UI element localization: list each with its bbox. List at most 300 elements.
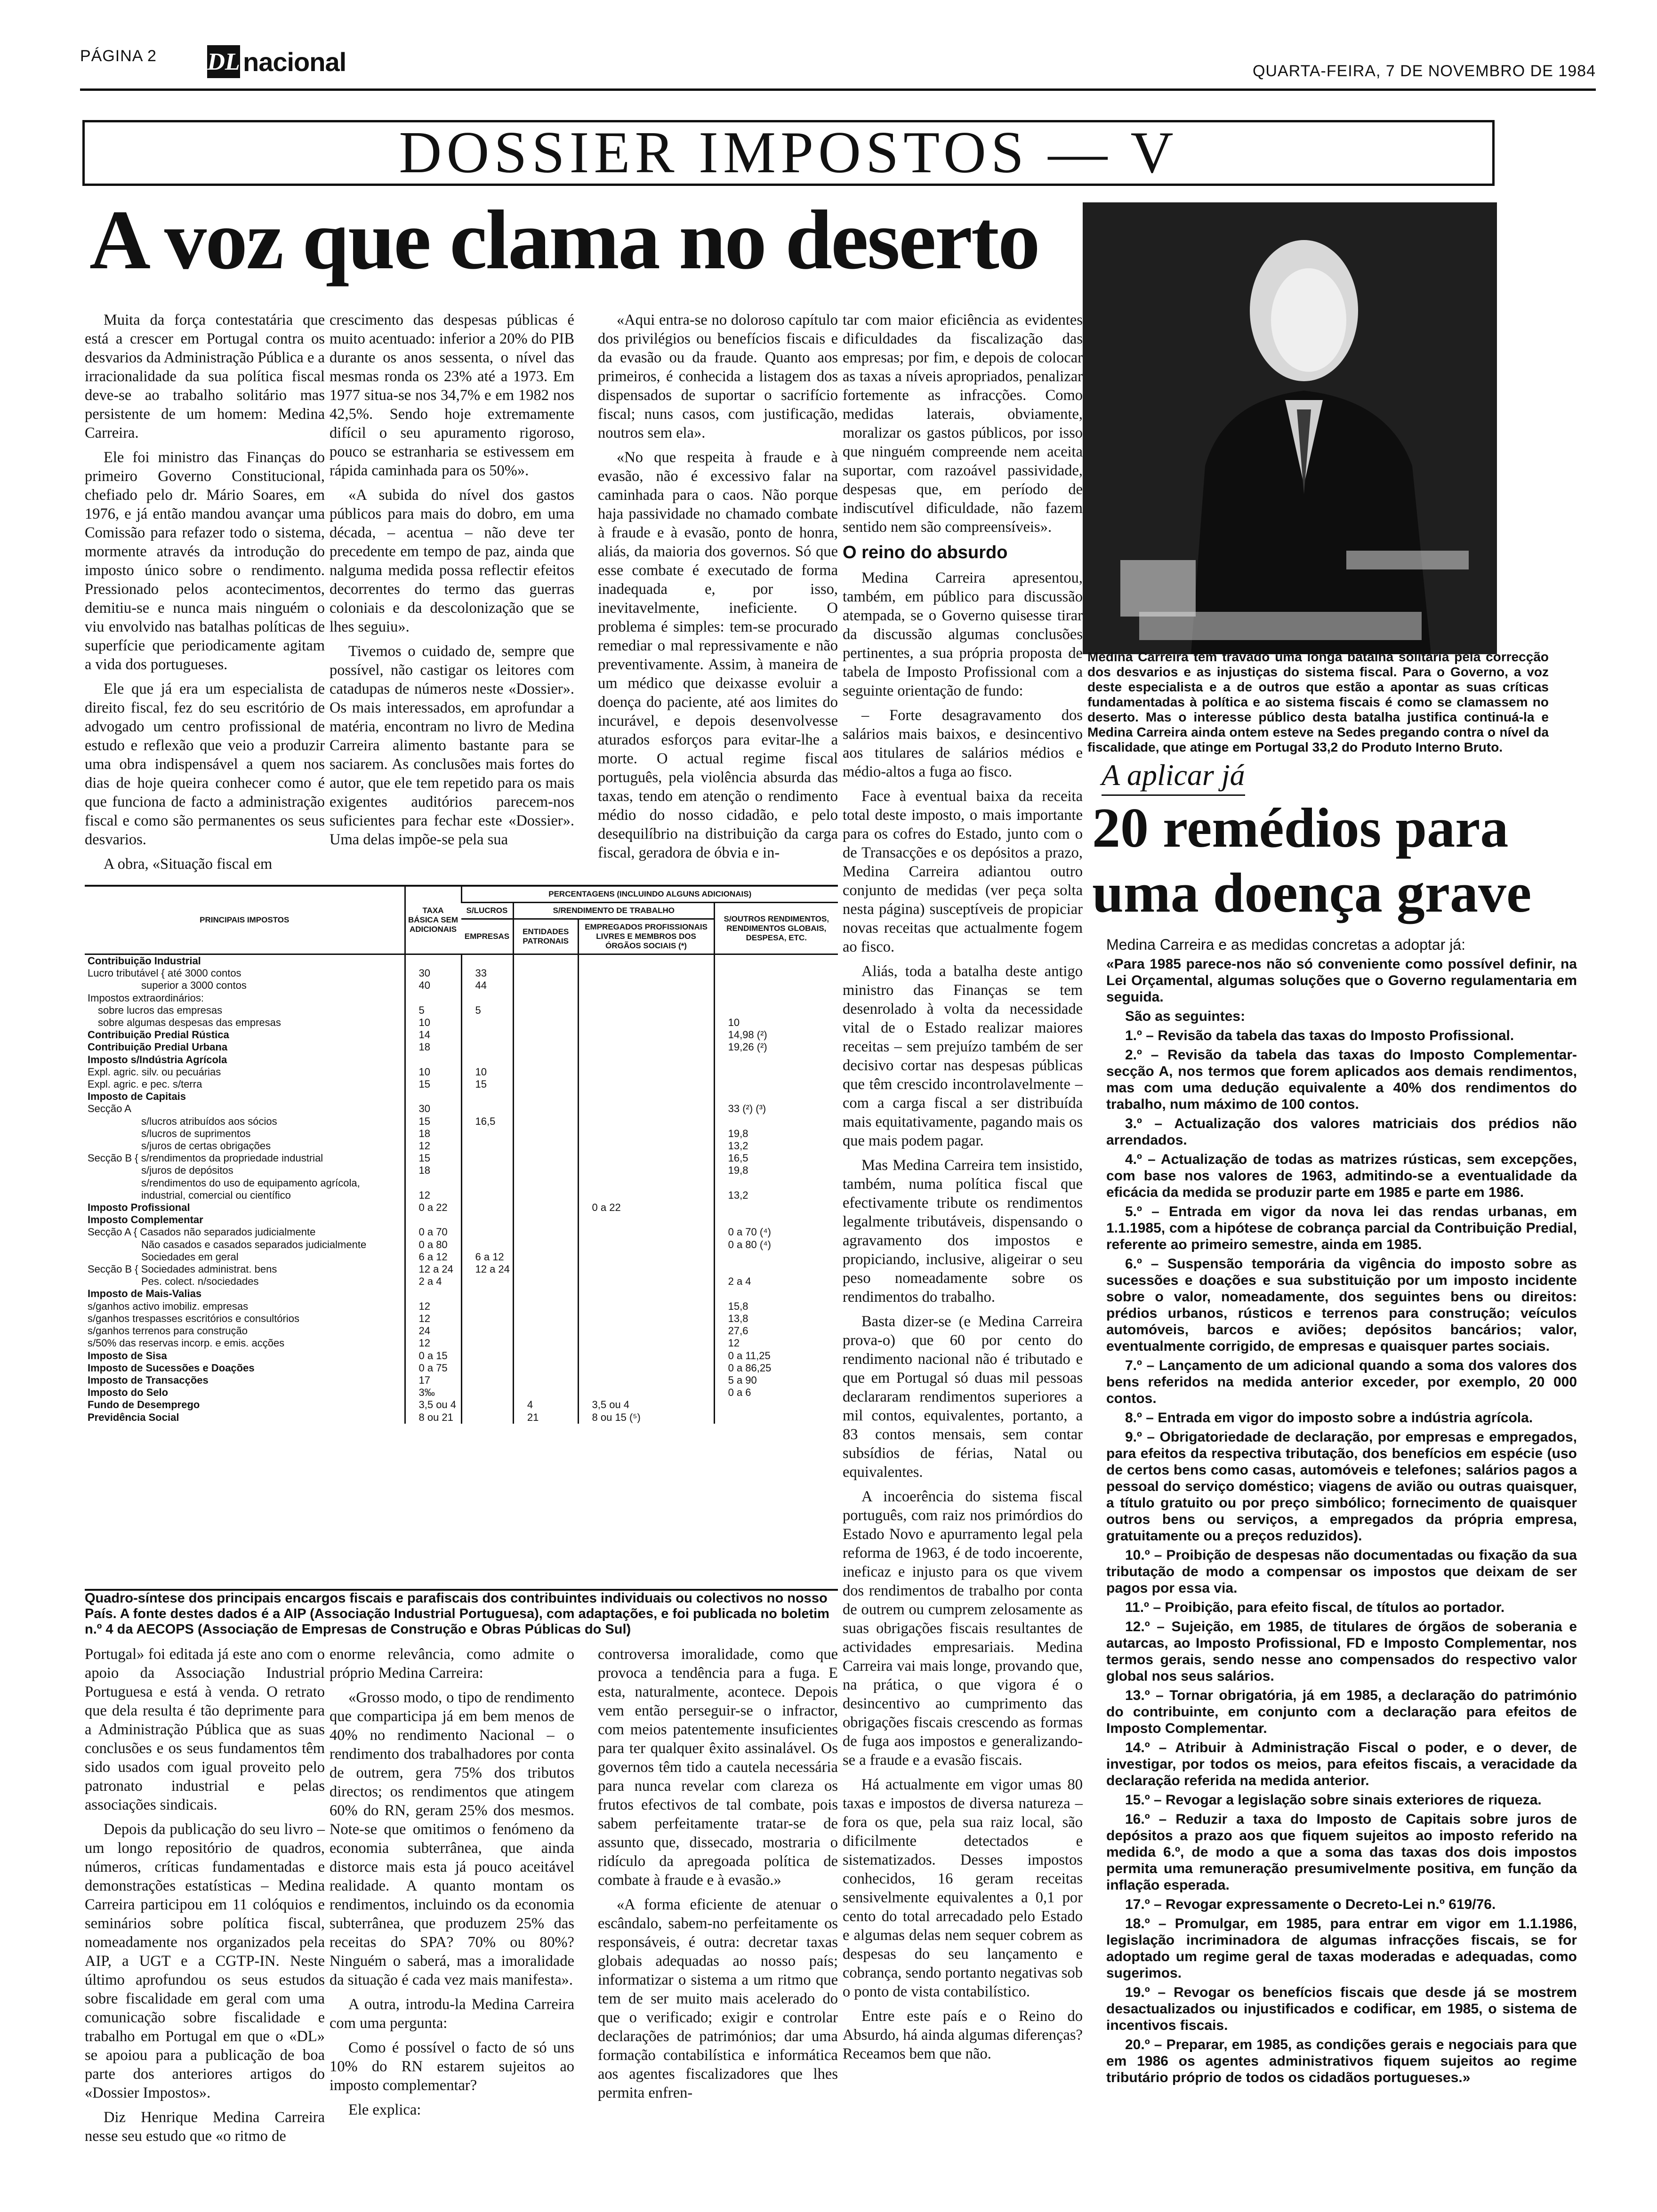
remedy-item: 1.º – Revisão da tabela das taxas do Imposto Profissional.: [1125, 1028, 1514, 1043]
table-cell-empr: [578, 1275, 714, 1288]
table-cell-taxa: 15: [405, 1152, 461, 1164]
table-cell-ent: [513, 1140, 578, 1152]
table-cell-ent: [513, 1313, 578, 1325]
table-cell-outros: 5 a 90: [714, 1374, 838, 1387]
table-cell-outros: 10: [714, 1017, 838, 1029]
banner-text: DOSSIER IMPOSTOS — V: [399, 120, 1178, 185]
table-cell-empr: [578, 1078, 714, 1090]
masthead-rule: [80, 88, 1596, 91]
table-cell-outros: [714, 1066, 838, 1078]
table-cell-empr: [578, 1263, 714, 1275]
table-cell-label: Sociedades em geral: [141, 1250, 239, 1263]
table-row: [85, 1325, 838, 1337]
table-cell-ent: [513, 1374, 578, 1387]
remedies-lead2: São as seguintes:: [1125, 1009, 1246, 1024]
table-cell-emp: [461, 1275, 513, 1288]
table-cell-ent: [513, 1189, 578, 1202]
table-cell-taxa: 0 a 75: [405, 1362, 461, 1374]
table-cell-empr: [578, 1337, 714, 1349]
table-cell-label: s/lucros atribuídos aos sócios: [141, 1115, 277, 1127]
table-cell-empr: [578, 1090, 714, 1103]
article-column-4: [843, 311, 1083, 2062]
table-row: [85, 1054, 838, 1066]
masthead: [80, 43, 1596, 86]
table-cell-emp: [461, 1300, 513, 1313]
table-row: [85, 1263, 838, 1275]
table-cell-taxa: 30: [405, 1103, 461, 1115]
remedy-item: 15.º – Revogar a legislação sobre sinais exteriores de riqueza.: [1125, 1792, 1542, 1808]
paragraph: «No que respeita à fraude e à evasão, não é excessivo falar na caminhada para o caos. Não porque haja passividade no chamado combate à fraude e à evasão, ponto de honra, aliás, da maioria dos governos. Só que esse combate é executado de forma inadequada e, por isso, inevitavelmente, ineficiente. O problema é simples: tem-se procurado remediar o mal repressivamente e não preventivamente. Assim, à maneira de um médico que deixasse evoluir a doença do paciente, até aos limites do incurável, e depois desenvolvesse aturados esforços para evitar-lhe a morte. O actual regime fiscal português, pela violência absurda das taxas, tendo em atenção o rendimento médio do nosso cidadão, e pelo desequilíbrio na distribuição da carga fiscal, geradora de óbvia e in-: [598, 449, 838, 861]
article-column-b2: [330, 1645, 574, 2177]
table-cell-label: Imposto s/Indústria Agrícola: [88, 1053, 227, 1066]
remedy-item: 9.º – Obrigatoriedade de declaração, por empresas e empregados, para efeitos da respectiva tributação, dos benefícios em espécie (uso de certos bens como casas, automóveis e telefones; salários pagos a pessoal do serviço doméstico; viagens de avião ou outras quaisquer, a título gratuito ou por preço simbólico; fornecimento de quaisquer outros bens ou serviços, a empregados da própria empresa, gratuitamente ou a preços reduzidos).: [1106, 1429, 1577, 1544]
paragraph: Muita da força contestatária que está a crescer em Portugal contra os desvarios da Administração Pública e a irracionalidade da sua política fiscal deve-se ao trabalho solitário mas persistente de um homem: Medina Carreira.: [85, 312, 325, 441]
col-header-empresas: EMPRESAS: [461, 919, 513, 954]
table-cell-outros: [714, 1078, 838, 1090]
table-cell-outros: [714, 1202, 838, 1214]
table-cell-emp: [461, 1152, 513, 1164]
table-row: [85, 992, 838, 1004]
table-cell-empr: 3,5 ou 4: [578, 1399, 714, 1411]
table-cell-emp: [461, 1374, 513, 1387]
table-cell-empr: [578, 1226, 714, 1238]
table-cell-taxa: 15: [405, 1115, 461, 1128]
table-row: [85, 1337, 838, 1349]
paragraph: A incoerência do sistema fiscal português, com raiz nos primórdios do Estado Novo e apurramento legal pela reforma de 1963, é de todo incoerente, ineficaz e injusto para os que vivem dos rendimentos de trabalho por conta de outrem ou cumprem zelosamente as suas obrigações fiscais resultantes de actividades empresariais. Medina Carreira vai mais longe, provando que, na prática, o que vigora é o desincentivo ao cumprimento das obrigações fiscais crescendo as formas de fuga aos impostos e generalizando-se a fraude e a evasão fiscais.: [843, 1488, 1083, 1769]
paragraph: Portugal» foi editada já este ano com o apoio da Associação Industrial Portuguesa e está à venda. O retrato que dela resulta é tão deprimente para a Administração Pública que as suas conclusões e os seus fundamentos têm sido usados com igual proveito pelo patronato industrial e pelas associações sindicais.: [85, 1646, 325, 1813]
col-header-entidades: ENTIDADES PATRONAIS: [513, 919, 578, 954]
table-cell-label: s/juros de certas obrigações: [141, 1140, 271, 1152]
table-cell-emp: [461, 1313, 513, 1325]
table-cell-taxa: [405, 954, 461, 968]
table-cell-emp: [461, 1090, 513, 1103]
table-cell-ent: [513, 1029, 578, 1041]
table-row: [85, 1017, 838, 1029]
table-cell-label: Secção A: [88, 1103, 131, 1115]
table-cell-empr: [578, 979, 714, 992]
paragraph: Ele foi ministro das Finanças do primeiro Governo Constitucional, chefiado pelo dr. Mário Soares, em 1976, e já então mandou avançar uma Comissão para refazer todo o sistema, mormente através da introdução do imposto único sobre o rendimento. Pressionado pelos acontecimentos, demitiu-se e nunca mais ninguém o viu envolvido nas batalhas políticas de superfície que periodicamente agitam a vida dos portugueses.: [85, 449, 325, 673]
page-number: PÁGINA 2: [80, 47, 157, 65]
table-cell-outros: [714, 1115, 838, 1128]
portrait-photo-image: [1083, 202, 1497, 654]
table-row: [85, 1362, 838, 1374]
table-cell-ent: 21: [513, 1411, 578, 1424]
table-cell-emp: [461, 1362, 513, 1374]
table-row: [85, 967, 838, 979]
table-cell-taxa: 0 a 80: [405, 1239, 461, 1251]
table-cell-taxa: 0 a 22: [405, 1202, 461, 1214]
table-cell-outros: [714, 1251, 838, 1263]
table-cell-emp: [461, 1140, 513, 1152]
table-row: [85, 1152, 838, 1164]
table-cell-empr: 0 a 22: [578, 1202, 714, 1214]
table-cell-outros: [714, 1399, 838, 1411]
table-cell-empr: [578, 1066, 714, 1078]
table-row: [85, 954, 838, 968]
paragraph: Depois da publicação do seu livro – um longo repositório de quadros, números, críticas fundamentadas e demonstrações estatísticas – Medina Carreira participou em 11 colóquios e seminários sobre política fiscal, nomeadamente nos organizados pela AIP, a UGT e a CGTP-IN. Neste último aprofundou os seus estudos sobre fiscalidade em geral com uma comunicação sobre fiscalidade e trabalho em Portugal em que o «DL» se apoiou para a publicação de boa parte dos anteriores artigos do «Dossier Impostos».: [85, 1821, 325, 2101]
paragraph: Entre este país e o Reino do Absurdo, há ainda algumas diferenças? Receamos bem que não.: [843, 2008, 1083, 2062]
table-cell-ent: [513, 1041, 578, 1053]
table-row: [85, 1239, 838, 1251]
table-cell-outros: [714, 1177, 838, 1189]
table-cell-emp: [461, 1017, 513, 1029]
table-cell-ent: [513, 1325, 578, 1337]
table-cell-label: sobre lucros das empresas: [98, 1004, 223, 1016]
remedy-item: 17.º – Revogar expressamente o Decreto-Lei n.º 619/76.: [1125, 1897, 1496, 1912]
table-cell-label: Imposto Profissional: [88, 1202, 190, 1214]
remedies-kicker: A aplicar já: [1102, 758, 1245, 796]
table-cell-label: Contribuição Predial Urbana: [88, 1041, 228, 1053]
table-cell-label: Imposto Complementar: [88, 1214, 203, 1226]
table-cell-emp: [461, 1041, 513, 1053]
table-cell-taxa: 14: [405, 1029, 461, 1041]
table-cell-label: s/ganhos trespasses escritórios e consultórios: [88, 1312, 299, 1324]
table-cell-outros: 19,8: [714, 1128, 838, 1140]
table-cell-emp: [461, 1128, 513, 1140]
table-cell-emp: [461, 1029, 513, 1041]
table-row: [85, 1004, 838, 1017]
table-cell-emp: 16,5: [461, 1115, 513, 1128]
table-cell-label: Secção A { Casados não separados judicialmente: [88, 1226, 316, 1238]
table-cell-outros: 12: [714, 1337, 838, 1349]
table-cell-taxa: 24: [405, 1325, 461, 1337]
table-cell-taxa: 0 a 70: [405, 1226, 461, 1238]
table-cell-label: superior a 3000 contos: [141, 979, 247, 992]
table-cell-empr: [578, 1325, 714, 1337]
table-cell-label: Imposto de Capitais: [88, 1090, 186, 1103]
paragraph: A obra, «Situação fiscal em: [104, 856, 273, 873]
table-cell-outros: 16,5: [714, 1152, 838, 1164]
table-cell-taxa: 30: [405, 967, 461, 979]
table-cell-taxa: 10: [405, 1017, 461, 1029]
table-cell-label: Imposto de Sucessões e Doações: [88, 1362, 255, 1374]
tax-table-grid: [85, 887, 838, 1424]
table-cell-ent: [513, 1226, 578, 1238]
table-row: [85, 1251, 838, 1263]
table-caption: Quadro-síntese dos principais encargos fiscais e parafiscais dos contribuintes individuais ou colectivos no nosso País. A fonte destes dados é a AIP (Associação Industrial Portuguesa), com adaptações, e foi publicada no boletim n.º 4 da AECOPS (Associação de Empresas de Construção e Obras Públicas do Sul): [85, 1591, 829, 1637]
remedy-item: 12.º – Sujeição, em 1985, de titulares de órgãos de soberania e autarcas, ao Imposto Profissional, FD e Imposto Complementar, nos termos gerais, sendo nesse ano compensados do respectivo valor global nos seus salários.: [1106, 1619, 1577, 1684]
subheading: O reino do absurdo: [843, 543, 1008, 562]
table-cell-outros: [714, 992, 838, 1004]
table-cell-empr: [578, 1152, 714, 1164]
table-cell-label: Imposto do Selo: [88, 1387, 169, 1399]
table-cell-taxa: 12: [405, 1313, 461, 1325]
table-cell-outros: [714, 1090, 838, 1103]
headline: A voz que clama no deserto: [89, 193, 1039, 287]
table-cell-emp: [461, 1288, 513, 1300]
table-cell-taxa: 40: [405, 979, 461, 992]
table-cell-outros: 0 a 6: [714, 1387, 838, 1399]
table-cell-outros: [714, 1288, 838, 1300]
table-cell-emp: 10: [461, 1066, 513, 1078]
table-cell-ent: [513, 1066, 578, 1078]
table-cell-taxa: 5: [405, 1004, 461, 1017]
table-cell-ent: [513, 1202, 578, 1214]
remedy-item: 13.º – Tornar obrigatória, já em 1985, a declaração do património do contribuinte, em conjunto com a declaração para efeitos de Imposto Complementar.: [1106, 1688, 1577, 1736]
table-cell-taxa: [405, 1288, 461, 1300]
remedies-list: [1106, 937, 1577, 2203]
section-name: nacional: [243, 47, 346, 77]
table-cell-empr: [578, 1350, 714, 1362]
table-cell-ent: [513, 1128, 578, 1140]
table-cell-emp: [461, 1399, 513, 1411]
table-row: [85, 1387, 838, 1399]
table-cell-taxa: 3‰: [405, 1387, 461, 1399]
table-cell-emp: [461, 1202, 513, 1214]
table-cell-taxa: 17: [405, 1374, 461, 1387]
table-cell-empr: [578, 1313, 714, 1325]
paragraph: Como é possível o facto de só uns 10% do RN estarem sujeitos ao imposto complementar?: [330, 2039, 574, 2094]
table-cell-emp: [461, 1177, 513, 1189]
table-cell-emp: 5: [461, 1004, 513, 1017]
table-cell-ent: [513, 1214, 578, 1226]
remedies-lead: «Para 1985 parece-nos não só conveniente como possível definir, na Lei Orçamental, algumas soluções que o Governo regulamentaria em seguida.: [1106, 956, 1577, 1005]
table-cell-label: s/ganhos activo imobiliz. empresas: [88, 1300, 249, 1312]
table-cell-outros: [714, 1214, 838, 1226]
table-cell-emp: 15: [461, 1078, 513, 1090]
table-cell-empr: [578, 1288, 714, 1300]
article-column-3: [598, 311, 838, 880]
issue-date: QUARTA-FEIRA, 7 DE NOVEMBRO DE 1984: [1252, 62, 1596, 80]
article-column-b1: [85, 1645, 325, 2177]
remedies-intro: Medina Carreira e as medidas concretas a adoptar já:: [1106, 936, 1466, 953]
paragraph: crescimento das despesas públicas é muito acentuado: inferior a 20% do PIB durante os anos sessenta, o nível das mesmas ronda os 23% até a 1973. Em 1977 situa-se nos 34,7% e em 1982 nos 42,5%. Sendo hoje extremamente difícil o seu apuramento rigoroso, pouco se estranharia se estivessem em rápida caminhada para os 50%».: [330, 312, 574, 479]
table-cell-ent: [513, 1017, 578, 1029]
table-cell-label: Imposto de Transacções: [88, 1374, 209, 1386]
table-cell-taxa: 6 a 12: [405, 1251, 461, 1263]
table-cell-ent: [513, 1090, 578, 1103]
table-cell-empr: [578, 1004, 714, 1017]
table-cell-empr: [578, 1374, 714, 1387]
table-row: [85, 979, 838, 992]
tax-table-body: [85, 954, 838, 1424]
table-cell-emp: [461, 954, 513, 968]
remedy-item: 8.º – Entrada em vigor do imposto sobre a indústria agrícola.: [1125, 1410, 1533, 1426]
paragraph: «A forma eficiente de atenuar o escândalo, sabem-no perfeitamente os responsáveis, é outra: decretar taxas globais adequadas ao nosso país; informatizar o sistema a um ritmo que tem de ser muito mais acelerado do que o verificado; exigir e controlar declarações de patrimónios; dar uma formação contabilística e informática aos agentes fiscalizadores que lhes permita enfren-: [598, 1896, 838, 2101]
paragraph: Tivemos o cuidado de, sempre que possível, não castigar os leitores com catadupas de números neste «Dossier». Os mais interessados, em aprofundar a matéria, encontram no livro de Medina Carreira alimento bastante para se saciarem. As conclusões mais fortes do autor, que ele tem repetido para os mais exigentes auditórios parecem-nos suficientes para fechar este «Dossier». Uma delas impõe-se pela sua: [330, 643, 574, 848]
table-cell-outros: [714, 1263, 838, 1275]
table-cell-empr: [578, 1362, 714, 1374]
table-cell-outros: [714, 1054, 838, 1066]
table-cell-label: Expl. agric. e pec. s/terra: [88, 1078, 202, 1090]
col-header-s-lucros: S/LUCROS: [461, 903, 513, 919]
table-cell-ent: [513, 1054, 578, 1066]
table-row: [85, 1300, 838, 1313]
table-cell-empr: [578, 1029, 714, 1041]
paragraph: Ele explica:: [348, 2101, 421, 2118]
table-cell-ent: [513, 1275, 578, 1288]
table-cell-emp: [461, 1226, 513, 1238]
table-cell-label: Previdência Social: [88, 1411, 179, 1423]
tax-table: [85, 885, 838, 1591]
paragraph: Medina Carreira apresentou, também, em público para discussão atempada, se o Governo quisesse tirar da discussão algumas conclusões pertinentes, a sua própria proposta de tabela de Imposto Profissional com a seguinte orientação de fundo:: [843, 569, 1083, 699]
table-cell-ent: [513, 1288, 578, 1300]
table-cell-taxa: 18: [405, 1128, 461, 1140]
col-header-empregados: EMPREGADOS PROFISSIONAIS LIVRES E MEMBROS DOS ÓRGÃOS SOCIAIS (*): [578, 919, 714, 954]
table-cell-empr: [578, 1103, 714, 1115]
table-cell-label: Imposto de Sisa: [88, 1349, 167, 1362]
table-row: [85, 1350, 838, 1362]
table-cell-label: Impostos extraordinários:: [88, 992, 204, 1004]
table-row: [85, 1214, 838, 1226]
table-cell-label: Secção B { Sociedades administrat. bens: [88, 1263, 277, 1275]
table-cell-empr: [578, 1041, 714, 1053]
table-cell-label: s/juros de depósitos: [141, 1164, 233, 1177]
table-cell-taxa: [405, 1214, 461, 1226]
table-cell-label: Secção B { s/rendimentos da propriedade industrial: [88, 1152, 323, 1164]
table-cell-outros: [714, 1004, 838, 1017]
table-cell-empr: 8 ou 15 (⁵): [578, 1411, 714, 1424]
table-cell-empr: [578, 1387, 714, 1399]
col-header-s-outros: S/OUTROS RENDIMENTOS, RENDIMENTOS GLOBAIS, DESPESA, ETC.: [714, 903, 838, 954]
table-cell-ent: [513, 979, 578, 992]
table-cell-taxa: 12: [405, 1337, 461, 1349]
table-cell-empr: [578, 1300, 714, 1313]
table-cell-empr: [578, 1239, 714, 1251]
table-row: [85, 1066, 838, 1078]
paragraph: A outra, introdu-la Medina Carreira com uma pergunta:: [330, 1996, 574, 2032]
col-header-percentagens: PERCENTAGENS (INCLUINDO ALGUNS ADICIONAIS): [461, 887, 838, 903]
table-cell-outros: 13,2: [714, 1140, 838, 1152]
table-cell-label: Imposto de Mais-Valias: [88, 1288, 202, 1300]
table-cell-label: s/lucros de suprimentos: [141, 1127, 251, 1139]
table-cell-taxa: 12: [405, 1140, 461, 1152]
table-cell-ent: [513, 1362, 578, 1374]
table-cell-outros: 13,2: [714, 1189, 838, 1202]
table-cell-emp: 12 a 24: [461, 1263, 513, 1275]
table-cell-label: s/50% das reservas incorp. e emis. acções: [88, 1337, 285, 1349]
table-cell-empr: [578, 1164, 714, 1177]
article-column-2: [330, 311, 574, 880]
table-cell-emp: [461, 1189, 513, 1202]
table-cell-ent: [513, 1251, 578, 1263]
remedy-item: 18.º – Promulgar, em 1985, para entrar em vigor em 1.1.1986, legislação incriminadora de algumas infracções fiscais, se for adoptado um regime geral de taxas moderadas e adequadas, como sugerimos.: [1106, 1916, 1577, 1981]
table-cell-ent: [513, 1263, 578, 1275]
table-cell-outros: 2 a 4: [714, 1275, 838, 1288]
table-cell-empr: [578, 1115, 714, 1128]
remedy-item: 4.º – Actualização de todas as matrizes rústicas, sem excepções, com base nos valores de 1963, admitindo-se a eventualidade da eficácia da medida se produzir parte em 1985 e parte em 1986.: [1106, 1152, 1577, 1200]
dossier-banner: [82, 120, 1495, 186]
remedy-item: 19.º – Revogar os benefícios fiscais que desde já se mostrem desactualizados ou injustificados e codificar, em 1985, o sistema de incentivos fiscais.: [1106, 1985, 1577, 2033]
remedies-items: [1106, 1027, 1577, 2086]
table-row: [85, 1164, 838, 1177]
table-row: [85, 1374, 838, 1387]
table-cell-ent: [513, 1337, 578, 1349]
paragraph: Diz Henrique Medina Carreira nesse seu estudo que «o ritmo de: [85, 2109, 325, 2145]
remedy-item: 7.º – Lançamento de um adicional quando a soma dos valores dos bens referidos na medida anterior exceder, por exemplo, 20 000 contos.: [1106, 1358, 1577, 1406]
table-cell-emp: [461, 1214, 513, 1226]
col-header-s-rend-trab: S/RENDIMENTO DE TRABALHO: [513, 903, 714, 919]
table-cell-emp: [461, 1239, 513, 1251]
table-cell-taxa: [405, 1054, 461, 1066]
table-cell-outros: 0 a 86,25: [714, 1362, 838, 1374]
paragraph: Ele que já era um especialista de direito fiscal, fez do seu escritório de advogado um centro profissional de estudo e reflexão que veio a produzir uma obra indispensável a quem nos dias de hoje queira conhecer como é que funciona de facto a administração fiscal e como são permanentes os seus desvarios.: [85, 681, 325, 848]
paragraph: «A subida do nível dos gastos públicos para mais do dobro, em uma década, – acentua – não deve ter precedente em tempo de paz, ainda que nalguma medida possa reflectir efeitos decorrentes do termo das guerras coloniais e da descolonização que se lhes seguiu».: [330, 487, 574, 635]
dl-logo-icon: DL: [207, 45, 240, 78]
table-cell-emp: [461, 1387, 513, 1399]
table-cell-ent: [513, 1152, 578, 1164]
table-cell-taxa: [405, 1177, 461, 1189]
table-cell-ent: [513, 954, 578, 968]
table-cell-outros: 33 (²) (³): [714, 1103, 838, 1115]
remedy-item: 14.º – Atribuir à Administração Fiscal o poder, e o dever, de investigar, por todos os meios, para efeitos fiscais, a veracidade da declaração referida na medida anterior.: [1106, 1740, 1577, 1788]
table-row: [85, 1177, 838, 1189]
table-cell-outros: 27,6: [714, 1325, 838, 1337]
table-cell-outros: [714, 954, 838, 968]
table-cell-empr: [578, 967, 714, 979]
table-cell-outros: [714, 979, 838, 992]
paragraph: Mas Medina Carreira tem insistido, também, numa política fiscal que efectivamente tribute os rendimentos legalmente tributáveis, dispensando o agravamento dos impostos e propiciando, inclusive, aligeirar o seu peso nomeadamente sobre os rendimentos do trabalho.: [843, 1157, 1083, 1306]
table-cell-emp: 33: [461, 967, 513, 979]
remedy-item: 6.º – Suspensão temporária da vigência do imposto sobre as sucessões e doações e sua substituição por um imposto incidente sobre o valor, nomeadamente, dos seguintes bens ou direitos: prédios urbanos, rústicos e terrenos para construção; veículos automóveis, barcos e aviões; depósitos bancários; valor, eventualmente corrigido, de empresas e quaisquer partes sociais.: [1106, 1256, 1577, 1354]
table-cell-ent: [513, 967, 578, 979]
table-cell-label: sobre algumas despesas das empresas: [98, 1017, 281, 1029]
table-cell-empr: [578, 1017, 714, 1029]
remedy-item: 10.º – Proibição de despesas não documentadas ou fixação da sua tributação de modo a compensar os impostos que deixam de ser pagos por essa via.: [1106, 1547, 1577, 1596]
table-cell-emp: 44: [461, 979, 513, 992]
table-cell-emp: [461, 1337, 513, 1349]
table-cell-empr: [578, 1189, 714, 1202]
table-cell-emp: 6 a 12: [461, 1251, 513, 1263]
table-cell-empr: [578, 1128, 714, 1140]
table-cell-label: s/ganhos terrenos para construção: [88, 1325, 248, 1337]
table-cell-emp: [461, 1103, 513, 1115]
table-cell-outros: [714, 967, 838, 979]
table-cell-emp: [461, 1350, 513, 1362]
table-cell-outros: 13,8: [714, 1313, 838, 1325]
table-cell-label: Fundo de Desemprego: [88, 1399, 200, 1411]
table-cell-outros: 15,8: [714, 1300, 838, 1313]
table-cell-ent: [513, 1103, 578, 1115]
table-cell-taxa: 3,5 ou 4: [405, 1399, 461, 1411]
table-cell-ent: [513, 1164, 578, 1177]
col-header-taxa: TAXA BÁSICA SEM ADICIONAIS: [405, 887, 461, 954]
portrait-photo: [1083, 202, 1497, 654]
table-row: [85, 1189, 838, 1202]
table-cell-ent: [513, 1078, 578, 1090]
table-cell-ent: [513, 1387, 578, 1399]
table-cell-label: Expl. agric. silv. ou pecuárias: [88, 1066, 221, 1078]
table-cell-taxa: 12: [405, 1300, 461, 1313]
newspaper-logo: [207, 45, 346, 78]
table-cell-empr: [578, 954, 714, 968]
table-cell-empr: [578, 1177, 714, 1189]
table-cell-ent: [513, 1300, 578, 1313]
paragraph: tar com maior eficiência as evidentes dificuldades da fiscalização das empresas; por fim, e depois de colocar as taxas a níveis apropriados, penalizar fortemente as infracções. Como medidas laterais, obviamente, moralizar os gastos públicos, por isso que ninguém compreende nem aceita suportar, com razoável passividade, despesas que, em período de indiscutível dificuldade, não fazem sentido nem são compreensíveis».: [843, 312, 1083, 536]
table-row: [85, 1140, 838, 1152]
table-cell-outros: [714, 1411, 838, 1424]
table-cell-taxa: 0 a 15: [405, 1350, 461, 1362]
table-cell-taxa: 12: [405, 1189, 461, 1202]
table-row: [85, 1128, 838, 1140]
table-row: [85, 1041, 838, 1053]
table-row: [85, 1288, 838, 1300]
table-cell-taxa: 15: [405, 1078, 461, 1090]
table-row: [85, 1275, 838, 1288]
table-cell-taxa: 18: [405, 1164, 461, 1177]
table-row: [85, 1226, 838, 1238]
table-row: [85, 1399, 838, 1411]
table-cell-emp: [461, 1411, 513, 1424]
table-cell-label: Contribuição Predial Rústica: [88, 1029, 229, 1041]
table-cell-emp: [461, 1325, 513, 1337]
table-cell-ent: [513, 992, 578, 1004]
table-cell-empr: [578, 992, 714, 1004]
table-cell-taxa: [405, 1090, 461, 1103]
paragraph: Há actualmente em vigor umas 80 taxas e impostos de diversa natureza – fora os que, pela sua raiz local, são dificilmente detectados e sistematizados. Desses impostos conhecidos, 16 geram receitas sensivelmente equivalentes a 0,1 por cento do total arrecadado pelo Estado e algumas delas nem sequer cobrem as despesas do seu lançamento e cobrança, sendo portanto negativas sob o ponto de vista contabilístico.: [843, 1776, 1083, 2000]
table-cell-label: Lucro tributável { até 3000 contos: [88, 967, 241, 979]
table-row: [85, 1202, 838, 1214]
